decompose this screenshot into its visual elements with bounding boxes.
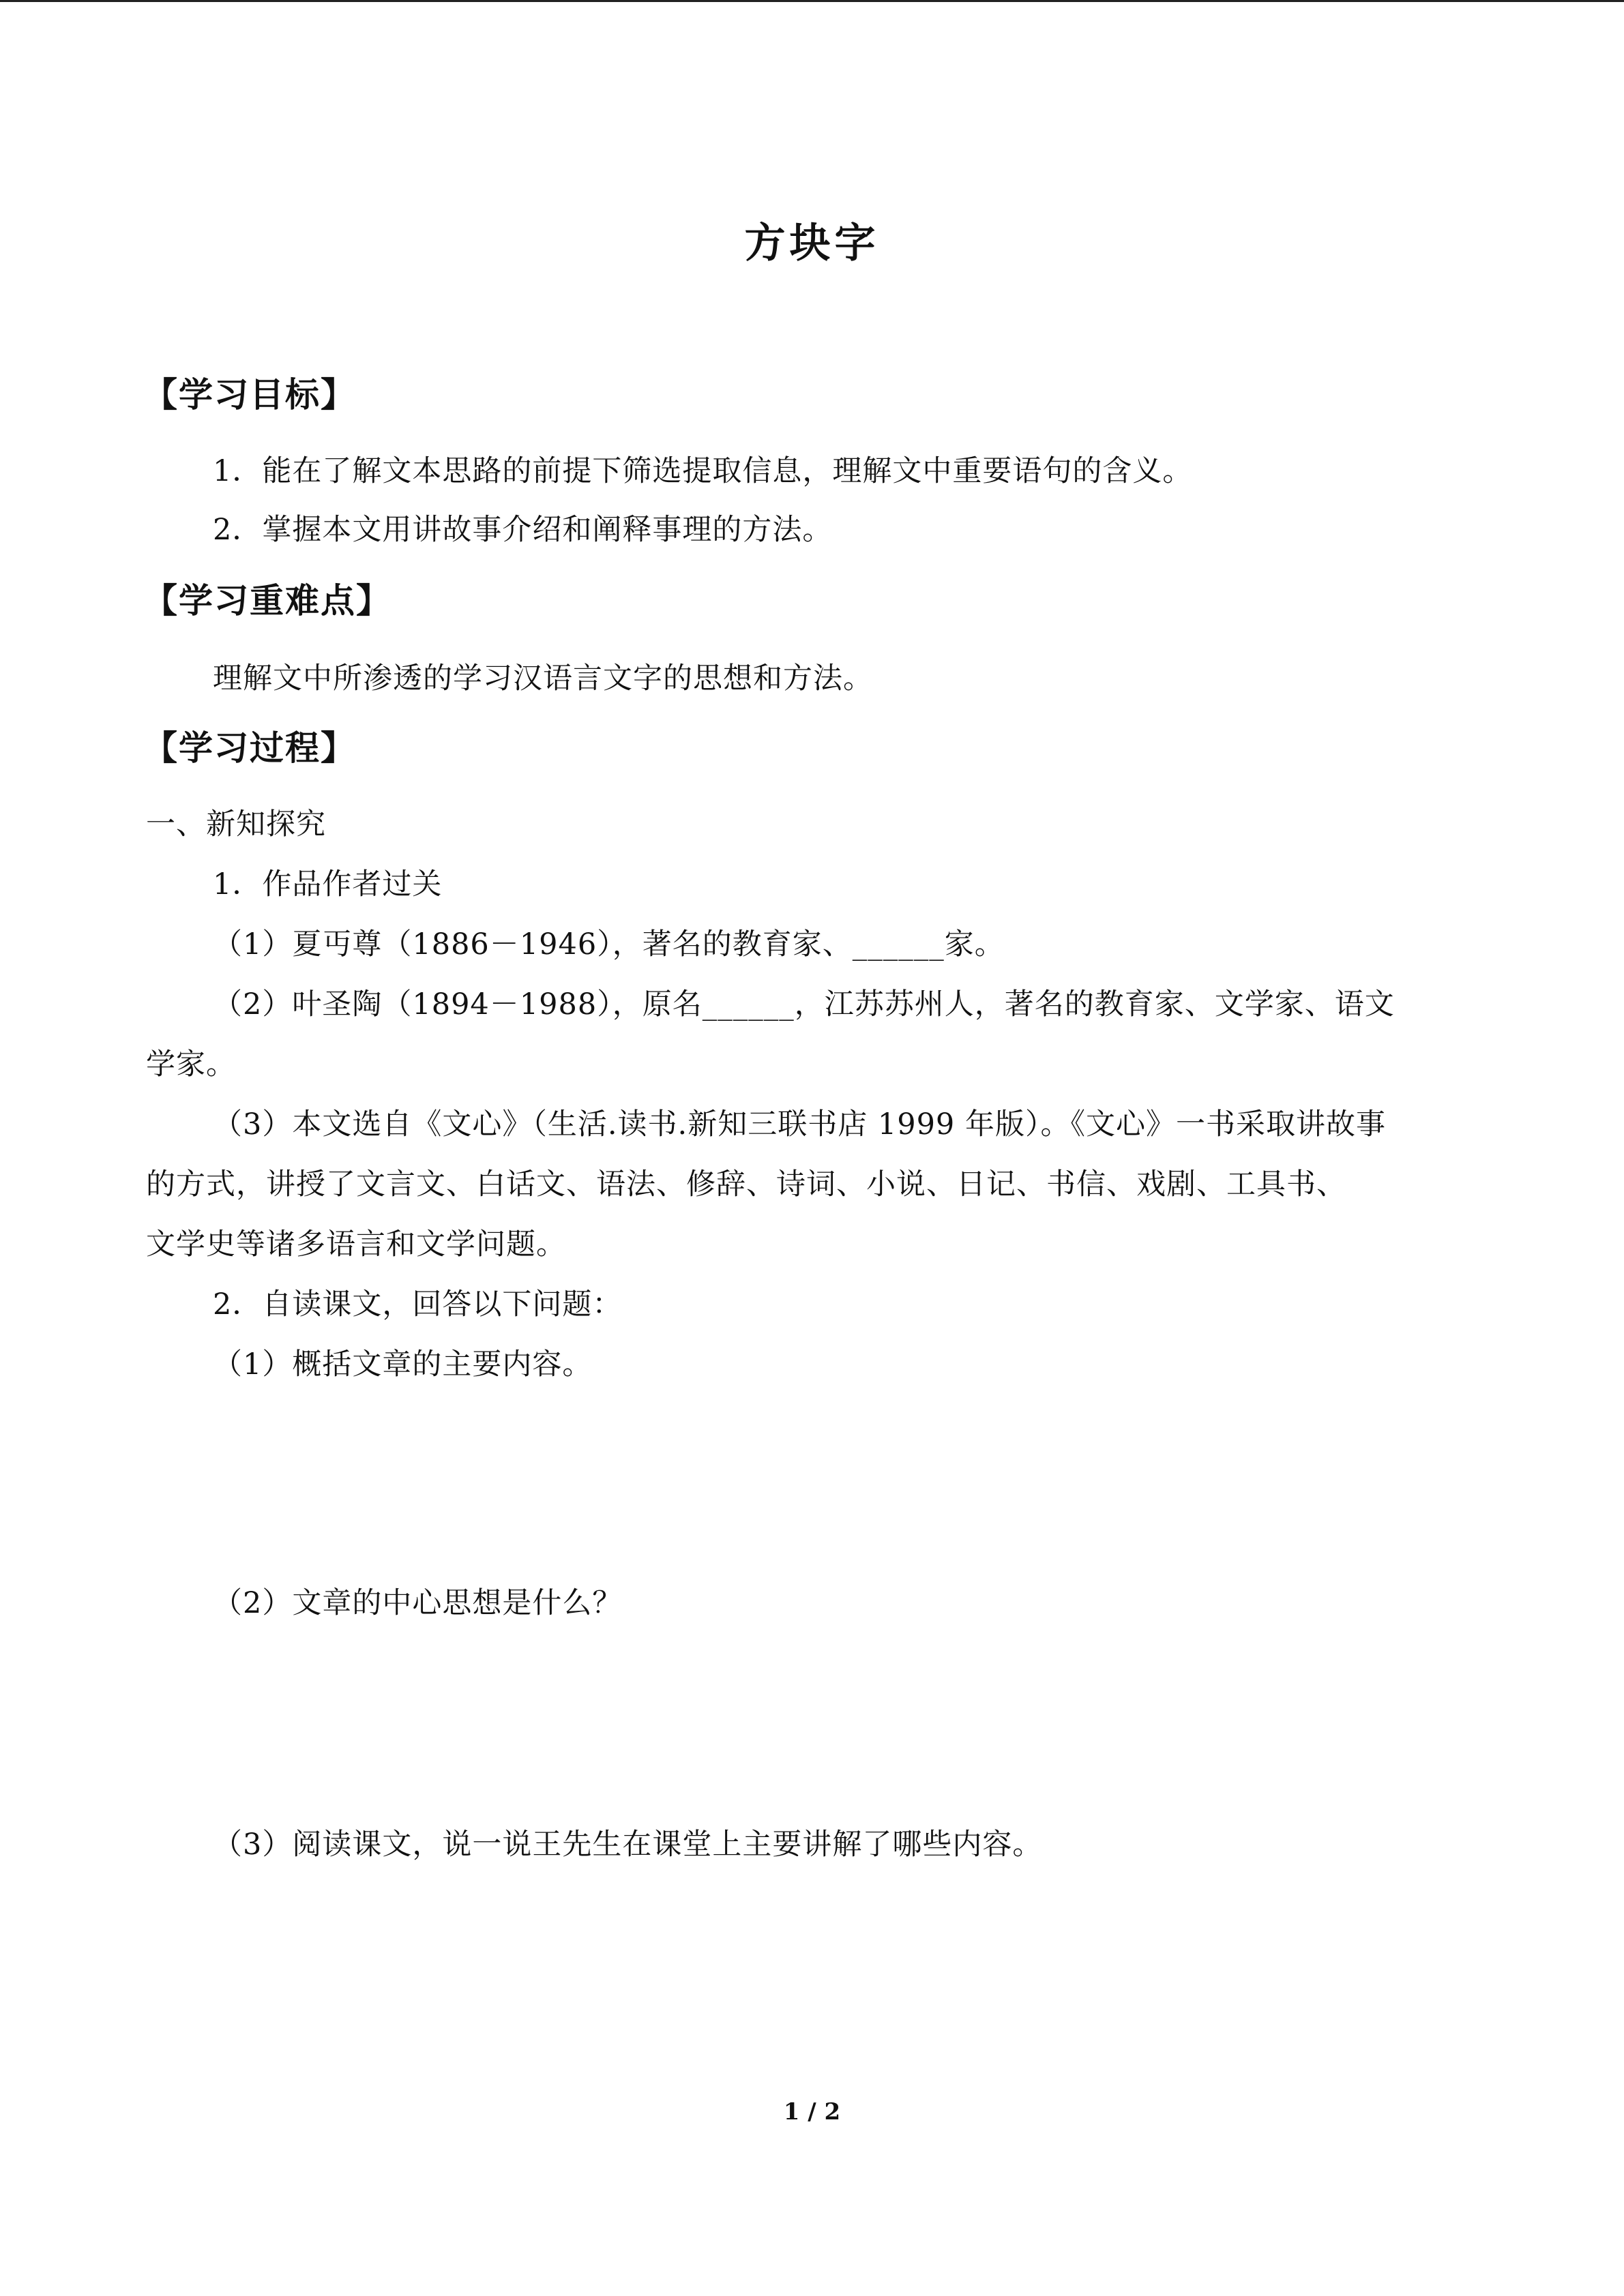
page-number: 1 / 2 — [783, 2098, 841, 2126]
item-1: 1．作品作者过关 — [213, 867, 443, 901]
part-heading-1: 一、新知探究 — [146, 807, 326, 841]
item-1-3-line-1: （3）本文选自《文心》（生活.读书.新知三联书店 1999 年版）。《文心》一书采取讲故事 — [213, 1107, 1386, 1142]
item-1-1: （1）夏丏尊（1886－1946），著名的教育家、______家。 — [213, 927, 1005, 961]
heading-process: 【学习过程】 — [143, 728, 356, 768]
item-1-3-line-2: 的方式，讲授了文言文、白话文、语法、修辞、诗词、小说、日记、书信、戏剧、工具书、 — [146, 1167, 1346, 1202]
heading-objectives: 【学习目标】 — [143, 375, 356, 415]
page-title: 方块字 — [744, 220, 880, 267]
heading-difficulties: 【学习重难点】 — [143, 581, 392, 621]
item-1-2-line-1: （2）叶圣陶（1894－1988），原名______，江苏苏州人，著名的教育家、文学家、语文 — [213, 987, 1395, 1022]
item-2: 2．自读课文，回答以下问题： — [213, 1287, 623, 1322]
objective-item-1: 1．能在了解文本思路的前提下筛选提取信息，理解文中重要语句的含义。 — [213, 454, 1193, 488]
item-1-2-line-2: 学家。 — [146, 1047, 236, 1082]
objective-item-2: 2．掌握本文用讲故事介绍和阐释事理的方法。 — [213, 513, 833, 547]
difficulty-item-1: 理解文中所渗透的学习汉语言文字的思想和方法。 — [213, 661, 873, 696]
question-3: （3）阅读课文，说一说王先生在课堂上主要讲解了哪些内容。 — [213, 1828, 1043, 1862]
question-1: （1）概括文章的主要内容。 — [213, 1347, 593, 1382]
item-1-3-line-3: 文学史等诸多语言和文学问题。 — [146, 1227, 566, 1262]
question-2: （2）文章的中心思想是什么？ — [213, 1586, 623, 1620]
